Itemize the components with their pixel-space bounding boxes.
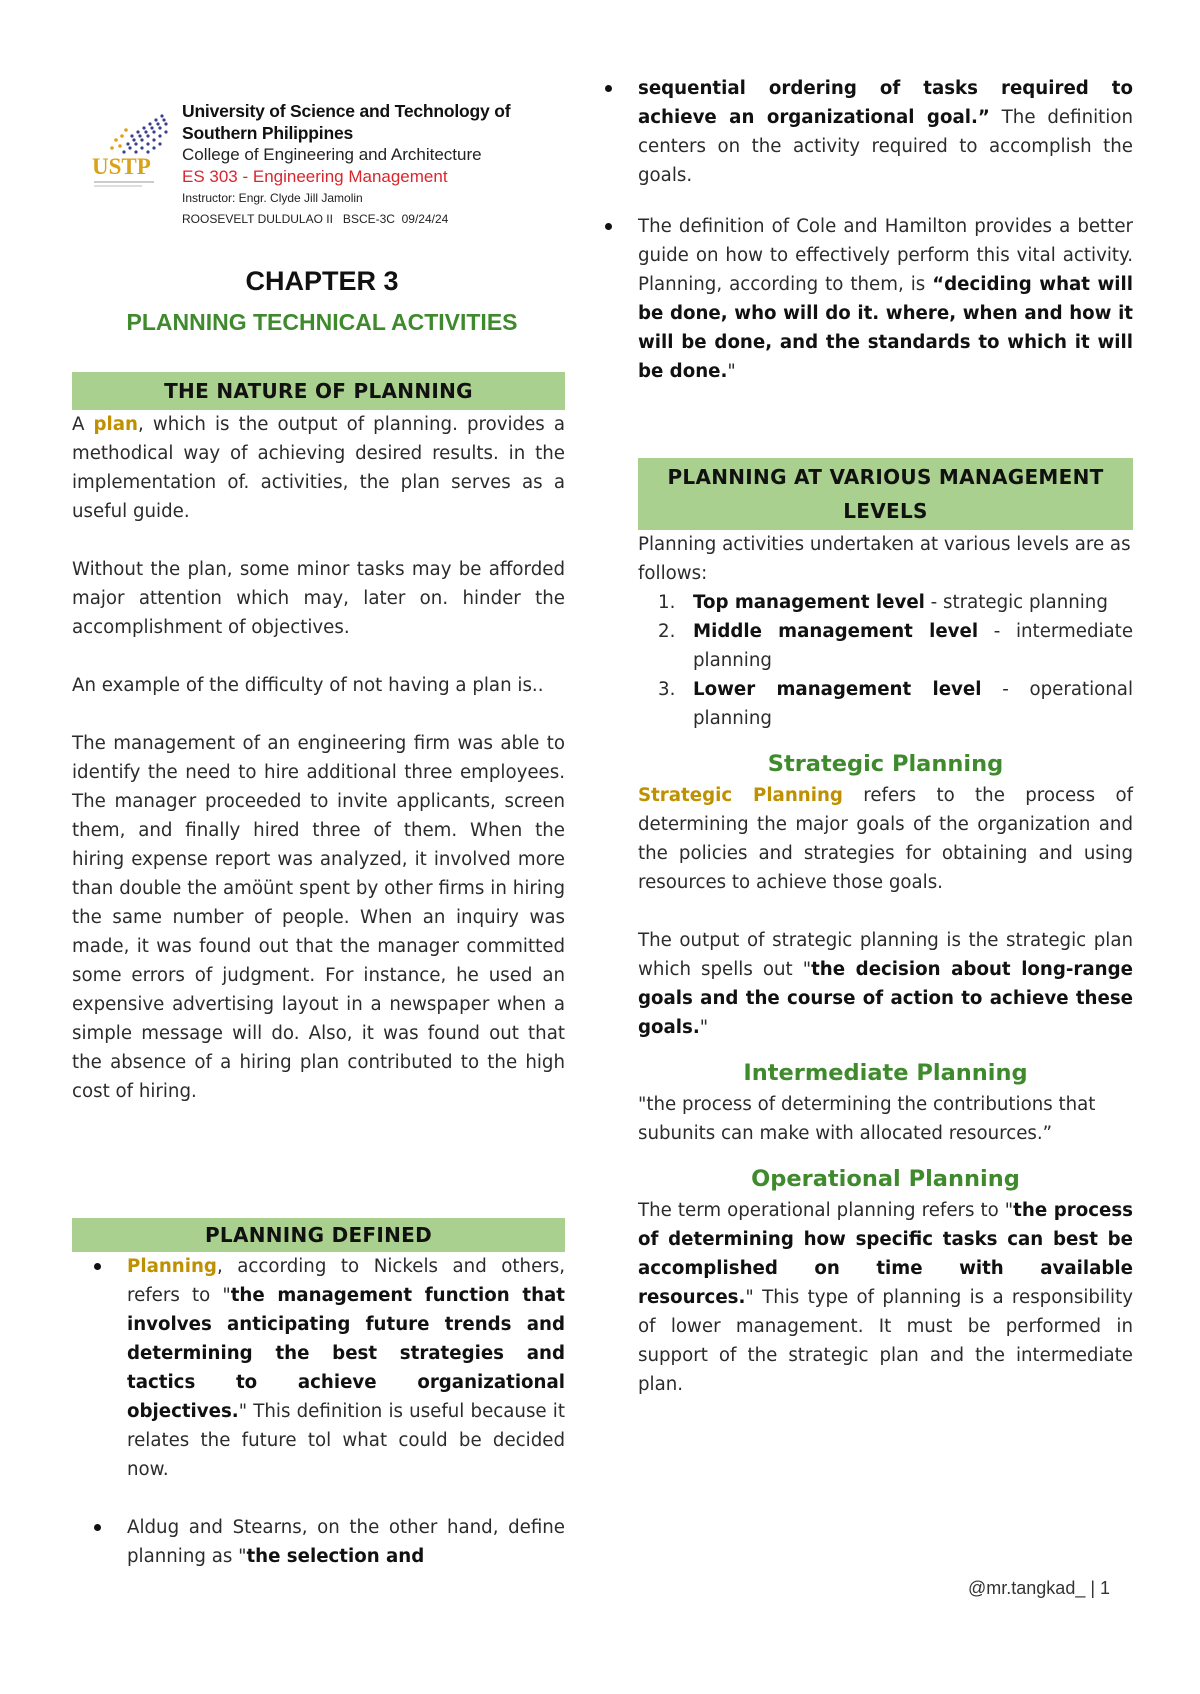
right-column: [638, 74, 1133, 1399]
page-footer: @mr.tangkad_ | 1: [968, 1578, 1111, 1598]
left-column-lower: [72, 1218, 565, 1571]
definition-item-cole: The definition of Cole and Hamilton provides a better guide on how to effectively perform this vital activity. Planning, according to them, is “deciding what will be done, who will do it. where, when and how it will be done, and the standards to which it will be done.": [583, 212, 1133, 386]
strategic-paragraph-1: Strategic Planning refers to the process of determining the major goals of the organization and the policies and strategies for obtaining and using resources to achieve those goals.: [638, 785, 1133, 893]
intermediate-paragraph: "the process of determining the contributions that subunits can make with allocated resources.”: [638, 1094, 1096, 1144]
plan-term: plan: [93, 414, 139, 435]
levels-list: [638, 588, 1133, 733]
heading-operational-planning: Operational Planning: [751, 1166, 1020, 1192]
chapter-number: CHAPTER 3: [245, 266, 399, 296]
left-column-upper: [72, 372, 565, 1106]
section-heading-nature: THE NATURE OF PLANNING: [72, 372, 565, 410]
nature-paragraph-2: Without the plan, some minor tasks may be afforded major attention which may, later on. hinder the accomplishment of objectives.: [72, 559, 565, 638]
section-heading-levels: PLANNING AT VARIOUS MANAGEMENT LEVELS: [638, 458, 1133, 530]
operational-paragraph: The term operational planning refers to "the process of determining how specific tasks can best be accomplished on time with available resources." This type of planning is a responsibility of lower management. It must be performed in support of the strategic plan and the intermediate plan.: [638, 1200, 1133, 1395]
nature-paragraph-1: A plan, which is the output of planning. provides a methodical way of achieving desired results. in the implementation of. activities, the plan serves as a useful guide.: [72, 414, 565, 522]
definition-list: [72, 1252, 565, 1571]
definition-item-aldug-continued: sequential ordering of tasks required to achieve an organizational goal.” The definition centers on the activity required to accomplish the goals.: [583, 74, 1133, 190]
definition-list-cole: [583, 212, 1133, 386]
heading-strategic-planning: Strategic Planning: [767, 751, 1004, 777]
levels-item-2: 2. Middle management level - intermediate planning: [658, 621, 1134, 671]
student-info: ROOSEVELT DULDULAO II BSCE-3C 09/24/24: [182, 212, 449, 226]
heading-intermediate-planning: Intermediate Planning: [743, 1060, 1028, 1086]
levels-intro: Planning activities undertaken at various levels are as follows:: [638, 534, 1131, 584]
strategic-paragraph-2: The output of strategic planning is the strategic plan which spells out "the decision about long-range goals and the course of action to achieve these goals.": [638, 930, 1133, 1038]
college-name: College of Engineering and Architecture: [182, 145, 482, 164]
ustp-logo: [92, 106, 180, 202]
chapter-title: PLANNING TECHNICAL ACTIVITIES: [126, 309, 518, 335]
levels-item-1: 1. Top management level - strategic planning: [658, 592, 1108, 613]
definition-item-nickels: Planning, according to Nickels and others, refers to "the management function that involves anticipating future trends and determining the best strategies and tactics to achieve organizational objectives." This definition is useful because it relates the future tol what could be decided now.: [72, 1252, 565, 1484]
document-header: [92, 100, 562, 240]
course-name: ES 303 - Engineering Management: [182, 167, 448, 186]
nature-paragraph-4: The management of an engineering firm was able to identify the need to hire additional three employees. The manager proceeded to invite applicants, screen them, and finally hired three of them. When the hiring expense report was analyzed, it involved more than double the amöünt spent by other firms in hiring the same number of people. When an inquiry was made, it was found out that the manager committed some errors of judgment. For instance, he used an expensive advertising layout in a newspaper when a simple message will do. Also, it was found out that the absence of a hiring plan contributed to the high cost of hiring.: [72, 733, 565, 1102]
section-heading-defined: PLANNING DEFINED: [72, 1218, 565, 1252]
levels-item-3: 3. Lower management level - operational planning: [658, 679, 1133, 729]
instructor-name: Instructor: Engr. Clyde Jill Jamolin: [182, 191, 363, 205]
university-name-line2: Southern Philippines: [182, 123, 354, 143]
definition-list-continued: [583, 74, 1133, 190]
definition-item-aldug: Aldug and Stearns, on the other hand, define planning as "the selection and: [72, 1513, 565, 1571]
ustp-logo-text: USTP: [92, 154, 151, 179]
nature-paragraph-3: An example of the difficulty of not having a plan is..: [72, 675, 544, 696]
institution-block: [182, 100, 510, 230]
university-name-line1: University of Science and Technology of: [182, 101, 511, 121]
